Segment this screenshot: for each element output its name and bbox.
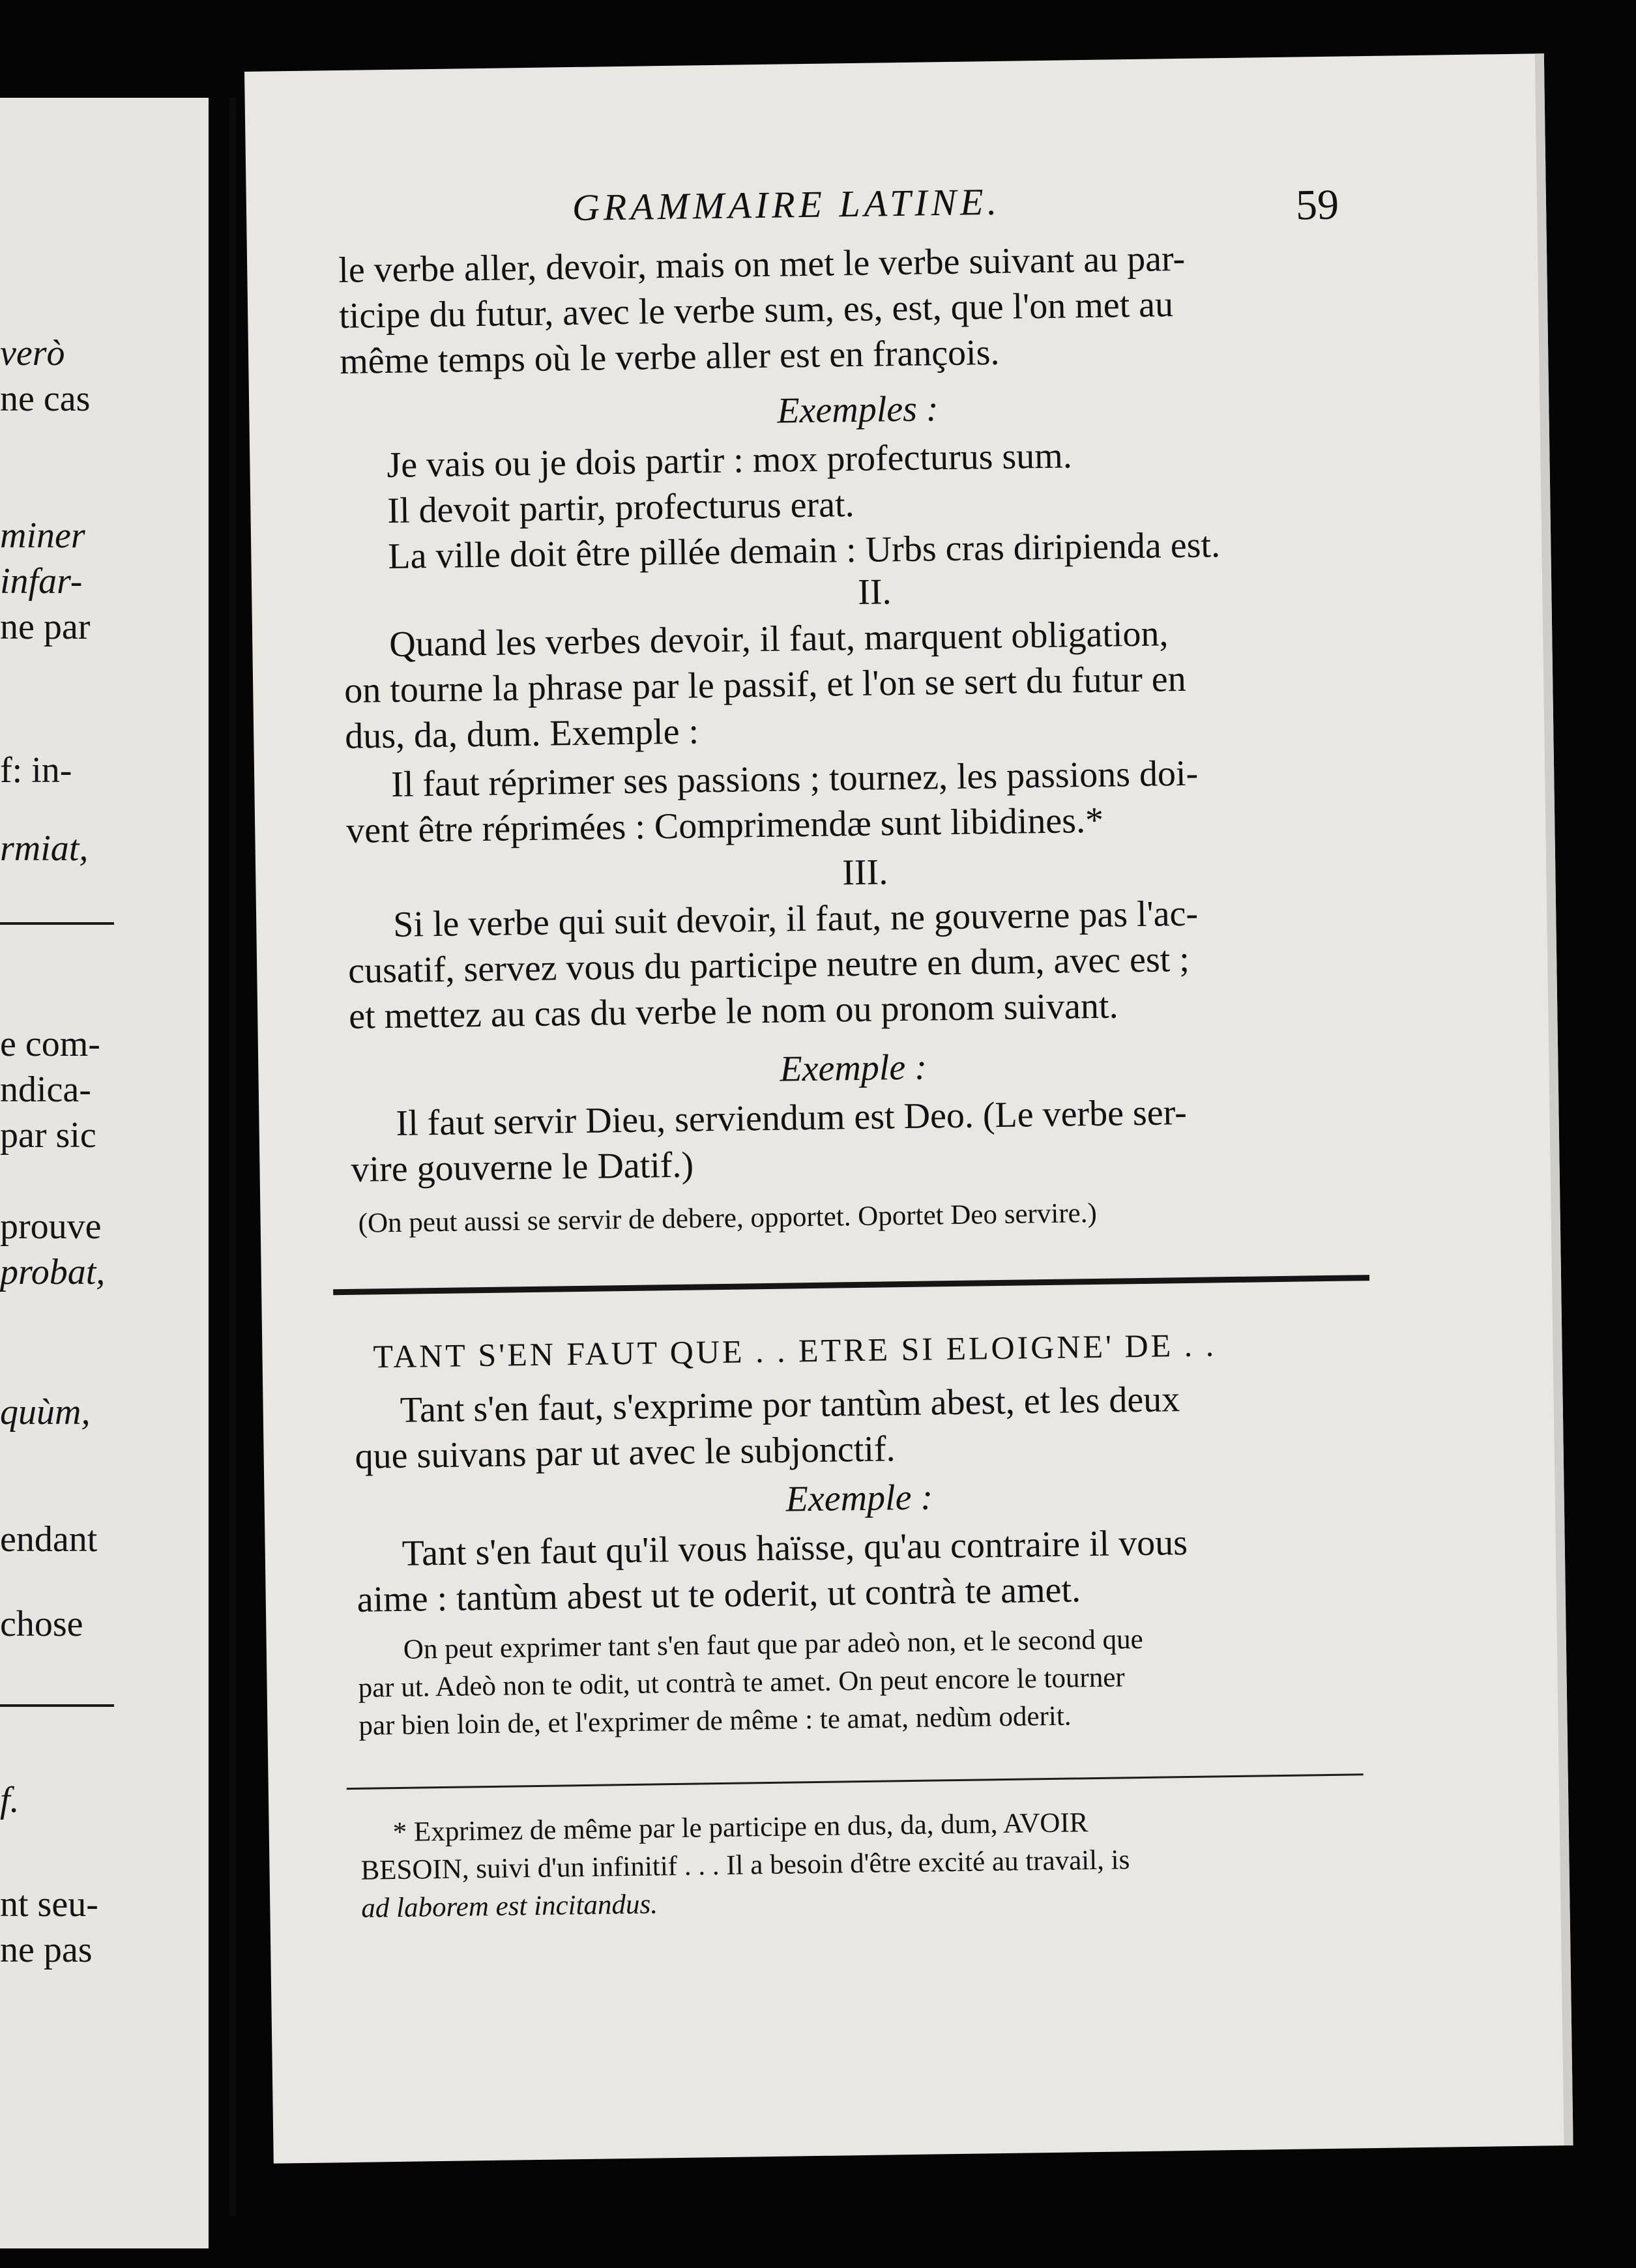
text-line: ticipe du futur, avec le verbe sum, es, est, que l'on met au xyxy=(338,284,1174,337)
example-line: Il faut servir Dieu, serviendum est Deo. (Le verbe ser- xyxy=(396,1092,1188,1144)
left-fragment: par sic xyxy=(0,1115,96,1156)
note-line: (On peut aussi se servir de debere, opportet. Oportet Deo servire.) xyxy=(358,1197,1098,1239)
example-line: aime : tantùm abest ut te oderit, ut contrà te amet. xyxy=(357,1569,1081,1620)
left-facing-page xyxy=(0,98,209,2248)
text-line: Si le verbe qui suit devoir, il faut, ne gouverne pas l'ac- xyxy=(392,893,1199,945)
footnote-line: * Exprimez de même par le participe en dus, da, dum, AVOIR xyxy=(392,1807,1088,1848)
example-line: Il devoit partir, profecturus erat. xyxy=(387,484,855,531)
left-fragment: prouve xyxy=(0,1206,102,1247)
left-fragment: nt seu- xyxy=(0,1884,98,1925)
left-fragment: ne par xyxy=(0,607,91,647)
example-line: La ville doit être pillée demain : Urbs cras diripienda est. xyxy=(387,525,1221,577)
text-line: le verbe aller, devoir, mais on met le verbe suivant au par- xyxy=(338,238,1186,291)
example-line: Tant s'en faut qu'il vous haïsse, qu'au contraire il vous xyxy=(402,1522,1188,1574)
example-heading: Exemple : xyxy=(785,1477,933,1520)
text-line: dus, da, dum. Exemple : xyxy=(344,711,699,757)
left-fragment: e com- xyxy=(0,1024,100,1064)
left-fragment: probat, xyxy=(0,1252,106,1292)
footnote-rule xyxy=(347,1773,1364,1790)
left-fragment: ne pas xyxy=(0,1930,93,1970)
text-line: que suivans par ut avec le subjonctif. xyxy=(355,1429,896,1477)
page-number: 59 xyxy=(1295,181,1339,229)
left-fragment: chose xyxy=(0,1604,83,1644)
left-fragment: miner xyxy=(0,516,85,556)
left-fragment: endant xyxy=(0,1519,98,1560)
example-heading: Exemple : xyxy=(780,1047,928,1090)
left-fragment: ndica- xyxy=(0,1069,91,1110)
section-number: II. xyxy=(857,572,892,613)
note-line: On peut exprimer tant s'en faut que par adeò non, et le second que xyxy=(403,1623,1143,1665)
text-line: Tant s'en faut, s'exprime por tantùm abest, et les deux xyxy=(400,1379,1180,1431)
footnote-line: ad laborem est incitandus. xyxy=(361,1889,658,1924)
example-line: vire gouverne le Datif.) xyxy=(351,1144,694,1190)
book-page xyxy=(244,53,1573,2164)
gutter-shadow xyxy=(229,98,236,2216)
example-line: Je vais ou je dois partir : mox profecturus sum. xyxy=(387,435,1073,486)
left-fragment: ne cas xyxy=(0,379,91,419)
section-rule xyxy=(333,1275,1369,1295)
text-line: Il faut réprimer ses passions ; tournez, les passions doi- xyxy=(390,753,1199,805)
left-fragment: quùm, xyxy=(0,1392,91,1432)
left-rule xyxy=(0,922,114,925)
left-fragment: f: in- xyxy=(0,750,72,791)
text-line: on tourne la phrase par le passif, et l'on se sert du futur en xyxy=(343,658,1187,711)
note-line: par ut. Adeò non te odit, ut contrà te amet. On peut encore le tourner xyxy=(358,1662,1126,1704)
left-fragment: rmiat, xyxy=(0,828,89,869)
section-number: III. xyxy=(841,852,888,894)
section-heading: TANT S'EN FAUT QUE . . ETRE SI ELOIGNE' DE . . xyxy=(373,1326,1217,1375)
example-heading: Exemples : xyxy=(776,388,939,431)
left-fragment: verò xyxy=(0,333,65,373)
text-line: et mettez au cas du verbe le nom ou pronom suivant. xyxy=(348,985,1118,1037)
left-rule xyxy=(0,1704,114,1707)
text-line: même temps où le verbe aller est en françois. xyxy=(339,332,1000,382)
left-fragment: infar- xyxy=(0,561,83,602)
left-fragment: f. xyxy=(0,1780,20,1820)
text-line: cusatif, servez vous du participe neutre en dum, avec est ; xyxy=(347,938,1190,991)
text-line: vent être réprimées : Comprimendæ sunt libidines.* xyxy=(345,800,1104,851)
note-line: par bien loin de, et l'exprimer de même : te amat, nedùm oderit. xyxy=(358,1700,1072,1741)
footnote-line: BESOIN, suivi d'un infinitif . . . Il a besoin d'être excité au travail, is xyxy=(360,1844,1130,1886)
text-line: Quand les verbes devoir, il faut, marquent obligation, xyxy=(388,613,1169,665)
running-head: GRAMMAIRE LATINE. xyxy=(572,180,1001,229)
